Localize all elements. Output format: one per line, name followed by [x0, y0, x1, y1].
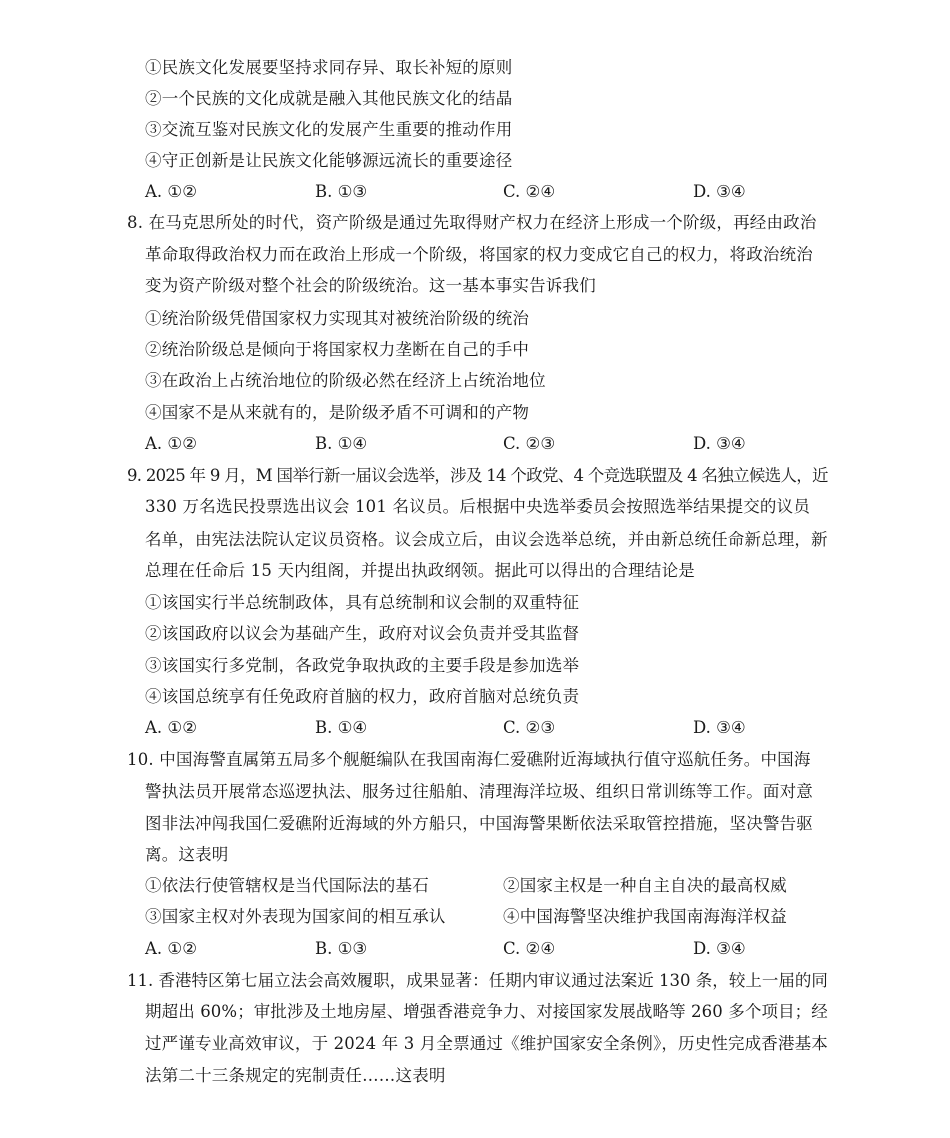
q11-stem-line-3: 过严谨专业高效审议，于 2024 年 3 月全票通过《维护国家安全条例》，历史性完成香港基本	[145, 1034, 828, 1053]
q9-stem-line-2: 330 万名选民投票选出议会 101 名议员。后根据中央选举委员会按照选举结果提交的议员	[145, 497, 811, 516]
q9-stem-line-3: 名单，由宪法法院认定议员资格。议会成立后，由议会选举总统，并由新总统任命新总理，新	[145, 530, 828, 549]
q8-stem-line-2: 革命取得政治权力而在政治上形成一个阶级，将国家的权力变成它自己的权力，将政治统治	[145, 245, 813, 264]
q10-stem-line-4: 离。这表明	[145, 845, 229, 864]
q10-stem-line-3: 图非法冲闯我国仁爱礁附近海域的外方船只，中国海警果断依法采取管控措施，坚决警告驱	[145, 814, 813, 833]
q9-item-2: ②该国政府以议会为基础产生，政府对议会负责并受其监督	[145, 624, 580, 643]
q10-item-3: ③国家主权对外表现为国家间的相互承认	[145, 907, 446, 926]
q7-choice-d: D. ③④	[693, 182, 746, 201]
q10-choice-b: B. ①③	[315, 939, 368, 958]
q9-choice-a: A. ①②	[145, 718, 197, 737]
q9-item-4: ④该国总统享有任免政府首脑的权力，政府首脑对总统负责	[145, 687, 580, 706]
q11-stem-line-1: 11. 香港特区第七届立法会高效履职，成果显著：任期内审议通过法案近 130 条，较上一届的同	[127, 971, 828, 990]
q8-item-2: ②统治阶级总是倾向于将国家权力垄断在自己的手中	[145, 340, 530, 359]
q7-choice-c: C. ②④	[503, 182, 556, 201]
q10-item-1: ①依法行使管辖权是当代国际法的基石	[145, 876, 429, 895]
q9-choice-c: C. ②③	[503, 718, 556, 737]
q10-choice-d: D. ③④	[693, 939, 746, 958]
q10-choice-a: A. ①②	[145, 939, 197, 958]
q7-item-1: ①民族文化发展要坚持求同存异、取长补短的原则	[145, 58, 513, 77]
q8-choice-d: D. ③④	[693, 434, 746, 453]
q10-item-2: ②国家主权是一种自主自决的最高权威	[503, 876, 787, 895]
q9-item-3: ③该国实行多党制，各政党争取执政的主要手段是参加选举	[145, 656, 580, 675]
q9-choice-d: D. ③④	[693, 718, 746, 737]
q8-choice-a: A. ①②	[145, 434, 197, 453]
q8-choice-b: B. ①④	[315, 434, 368, 453]
q8-stem-line-1: 8. 在马克思所处的时代，资产阶级是通过先取得财产权力在经济上形成一个阶级，再经由政治	[127, 213, 817, 232]
q10-stem-line-1: 10. 中国海警直属第五局多个舰艇编队在我国南海仁爱礁附近海域执行值守巡航任务。中国海	[127, 750, 811, 769]
q9-choice-b: B. ①④	[315, 718, 368, 737]
q9-stem-line-1: 9. 2025 年 9 月，M 国举行新一届议会选举，涉及 14 个政党、4 个竞选联盟及 4 名独立候选人，近	[127, 466, 828, 485]
q8-item-4: ④国家不是从来就有的，是阶级矛盾不可调和的产物	[145, 403, 530, 422]
q10-choice-c: C. ②④	[503, 939, 556, 958]
q9-stem-line-4: 总理在任命后 15 天内组阁，并提出执政纲领。据此可以得出的合理结论是	[145, 561, 695, 580]
q7-item-4: ④守正创新是让民族文化能够源远流长的重要途径	[145, 151, 513, 170]
q9-item-1: ①该国实行半总统制政体，具有总统制和议会制的双重特征	[145, 593, 580, 612]
q8-choice-c: C. ②③	[503, 434, 556, 453]
q7-item-2: ②一个民族的文化成就是融入其他民族文化的结晶	[145, 89, 513, 108]
q10-item-4: ④中国海警坚决维护我国南海海洋权益	[503, 907, 787, 926]
q7-item-3: ③交流互鉴对民族文化的发展产生重要的推动作用	[145, 120, 513, 139]
q10-stem-line-2: 警执法员开展常态巡逻执法、服务过往船舶、清理海洋垃圾、组织日常训练等工作。面对意	[145, 782, 813, 801]
q8-item-3: ③在政治上占统治地位的阶级必然在经济上占统治地位	[145, 371, 546, 390]
q7-choice-b: B. ①③	[315, 182, 368, 201]
q8-stem-line-3: 变为资产阶级对整个社会的阶级统治。这一基本事实告诉我们	[145, 276, 596, 295]
q8-item-1: ①统治阶级凭借国家权力实现其对被统治阶级的统治	[145, 309, 530, 328]
q11-stem-line-2: 期超出 60%；审批涉及土地房屋、增强香港竞争力、对接国家发展战略等 260 多个项目；经	[145, 1002, 828, 1021]
q11-stem-line-4: 法第二十三条规定的宪制责任……这表明	[145, 1066, 446, 1085]
q7-choice-a: A. ①②	[145, 182, 197, 201]
